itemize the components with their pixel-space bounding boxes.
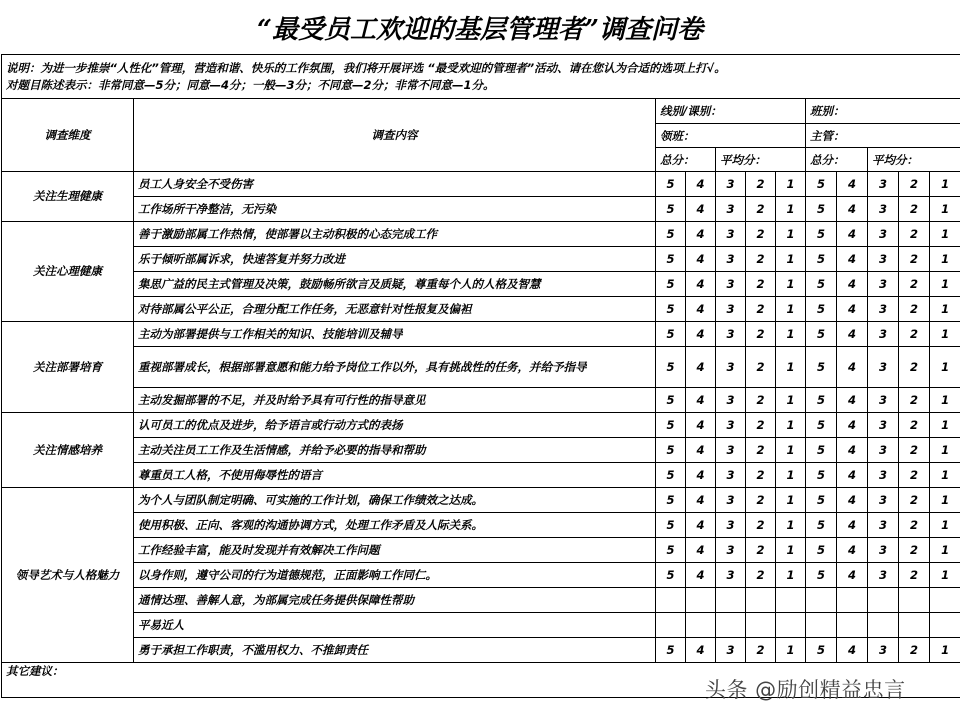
survey-row [2,513,960,538]
score-a-option-3[interactable]: 3 [716,247,746,272]
instruction-line-1: 说明：为进一步推崇“人性化”管理，营造和谐、快乐的工作氛围，我们将开展评选 “最受欢迎的管理者”活动、请在您认为合适的选项上打√。 [6,60,726,75]
score-a-option-1 [776,613,806,638]
score-a-option-5[interactable]: 5 [656,563,686,588]
score-a-option-1[interactable]: 1 [776,438,806,463]
score-a-option-5[interactable]: 5 [656,463,686,488]
score-b-option-1[interactable]: 1 [930,488,960,513]
score-b-option-1[interactable]: 1 [930,413,960,438]
score-a-option-2[interactable]: 2 [746,413,776,438]
watermark: 头条 @励创精益忠言 [705,678,906,702]
score-a-option-3[interactable]: 3 [716,222,746,247]
score-a-option-4[interactable]: 4 [686,197,716,222]
score-a-option-5[interactable]: 5 [656,197,686,222]
instructions [2,55,960,99]
score-a-option-2[interactable]: 2 [746,297,776,322]
survey-row [2,413,960,438]
item-text: 尊重员工人格，不使用侮辱性的语言 [134,463,656,488]
score-b-option-4[interactable]: 4 [837,197,868,222]
header-total-a: 总分： [656,148,716,172]
survey-row [2,247,960,272]
score-b-option-3[interactable]: 3 [868,463,899,488]
score-b-option-1 [930,613,960,638]
score-b-option-5[interactable]: 5 [806,197,837,222]
header-dimension: 调查维度 [2,99,134,172]
score-b-option-5[interactable]: 5 [806,488,837,513]
item-text: 主动为部署提供与工作相关的知识、技能培训及辅导 [134,322,656,347]
survey-row [2,563,960,588]
score-a-option-4[interactable]: 4 [686,222,716,247]
score-b-option-5[interactable]: 5 [806,538,837,563]
score-a-option-2[interactable]: 2 [746,347,776,388]
survey-row [2,613,960,638]
score-a-option-1 [776,588,806,613]
score-b-option-3[interactable]: 3 [868,347,899,388]
score-b-option-4[interactable]: 4 [837,463,868,488]
score-a-option-4[interactable]: 4 [686,272,716,297]
score-a-option-4[interactable]: 4 [686,322,716,347]
header-supervisor: 主管： [806,124,960,148]
score-a-option-5[interactable]: 5 [656,347,686,388]
score-b-option-5[interactable]: 5 [806,563,837,588]
score-a-option-1[interactable]: 1 [776,197,806,222]
header-line-class: 线别/课别： [656,99,806,124]
score-b-option-2[interactable]: 2 [899,513,930,538]
score-a-option-3[interactable]: 3 [716,388,746,413]
survey-row [2,222,960,247]
score-b-option-4[interactable]: 4 [837,438,868,463]
score-a-option-4[interactable]: 4 [686,563,716,588]
score-a-option-1[interactable]: 1 [776,247,806,272]
score-a-option-1[interactable]: 1 [776,413,806,438]
header-avg-b: 平均分： [868,148,960,172]
survey-row [2,347,960,388]
score-a-option-1[interactable]: 1 [776,272,806,297]
score-a-option-3[interactable]: 3 [716,413,746,438]
score-a-option-5[interactable]: 5 [656,538,686,563]
score-a-option-2[interactable]: 2 [746,322,776,347]
score-a-option-4[interactable]: 4 [686,347,716,388]
score-a-option-2[interactable]: 2 [746,172,776,197]
score-b-option-4[interactable]: 4 [837,347,868,388]
score-b-option-3[interactable]: 3 [868,513,899,538]
score-b-option-5[interactable]: 5 [806,513,837,538]
score-b-option-5[interactable]: 5 [806,172,837,197]
score-b-option-3[interactable]: 3 [868,247,899,272]
survey-row [2,538,960,563]
score-a-option-4[interactable]: 4 [686,388,716,413]
score-a-option-3[interactable]: 3 [716,172,746,197]
score-a-option-3[interactable]: 3 [716,347,746,388]
score-b-option-1 [930,588,960,613]
score-a-option-5[interactable]: 5 [656,322,686,347]
score-b-option-2[interactable]: 2 [899,297,930,322]
score-b-option-5[interactable]: 5 [806,438,837,463]
score-a-option-5[interactable]: 5 [656,222,686,247]
score-a-option-4[interactable]: 4 [686,463,716,488]
score-b-option-5[interactable]: 5 [806,388,837,413]
score-b-option-2[interactable]: 2 [899,322,930,347]
score-b-option-5[interactable]: 5 [806,222,837,247]
item-text: 员工人身安全不受伤害 [134,172,656,197]
score-b-option-4[interactable]: 4 [837,322,868,347]
score-a-option-5[interactable]: 5 [656,488,686,513]
score-b-option-1[interactable]: 1 [930,272,960,297]
score-b-option-3[interactable]: 3 [868,197,899,222]
score-b-option-3[interactable]: 3 [868,488,899,513]
item-text: 集思广益的民主式管理及决策，鼓励畅所欲言及质疑，尊重每个人的人格及智慧 [134,272,656,297]
score-a-option-4[interactable]: 4 [686,513,716,538]
score-b-option-3[interactable]: 3 [868,413,899,438]
score-a-option-3[interactable]: 3 [716,488,746,513]
score-b-option-4[interactable]: 4 [837,513,868,538]
item-text: 工作场所干净整洁，无污染 [134,197,656,222]
score-b-option-5[interactable]: 5 [806,247,837,272]
score-a-option-2[interactable]: 2 [746,488,776,513]
score-b-option-2[interactable]: 2 [899,638,930,663]
score-b-option-4[interactable]: 4 [837,488,868,513]
item-text: 主动关注员工工作及生活情感，并给予必要的指导和帮助 [134,438,656,463]
survey-row [2,197,960,222]
score-a-option-5[interactable]: 5 [656,388,686,413]
score-b-option-1[interactable]: 1 [930,172,960,197]
score-b-option-4 [837,588,868,613]
score-b-option-5[interactable]: 5 [806,272,837,297]
score-b-option-1[interactable]: 1 [930,247,960,272]
score-b-option-2[interactable]: 2 [899,222,930,247]
score-b-option-4[interactable]: 4 [837,172,868,197]
score-b-option-2[interactable]: 2 [899,247,930,272]
score-a-option-2[interactable]: 2 [746,513,776,538]
score-b-option-5 [806,588,837,613]
score-a-option-3[interactable]: 3 [716,438,746,463]
score-b-option-3[interactable]: 3 [868,388,899,413]
score-a-option-2[interactable]: 2 [746,197,776,222]
score-a-option-4[interactable]: 4 [686,247,716,272]
score-a-option-4[interactable]: 4 [686,538,716,563]
header-total-b: 总分： [806,148,868,172]
score-a-option-3[interactable]: 3 [716,297,746,322]
score-b-option-2[interactable]: 2 [899,272,930,297]
score-a-option-3[interactable]: 3 [716,322,746,347]
score-b-option-3 [868,613,899,638]
score-a-option-5[interactable]: 5 [656,438,686,463]
score-a-option-3[interactable]: 3 [716,563,746,588]
score-a-option-4 [686,588,716,613]
score-b-option-4[interactable]: 4 [837,638,868,663]
score-a-option-1[interactable]: 1 [776,322,806,347]
header-shift: 班别： [806,99,960,124]
score-a-option-1[interactable]: 1 [776,297,806,322]
score-b-option-1[interactable]: 1 [930,638,960,663]
item-text: 工作经验丰富，能及时发现并有效解决工作问题 [134,538,656,563]
score-a-option-5[interactable]: 5 [656,272,686,297]
score-a-option-5 [656,613,686,638]
score-b-option-5 [806,613,837,638]
score-b-option-4[interactable]: 4 [837,247,868,272]
score-a-option-1[interactable]: 1 [776,347,806,388]
score-b-option-4 [837,613,868,638]
score-b-option-2[interactable]: 2 [899,438,930,463]
score-b-option-1[interactable]: 1 [930,322,960,347]
score-a-option-3[interactable]: 3 [716,513,746,538]
score-b-option-2[interactable]: 2 [899,463,930,488]
item-text: 使用积极、正向、客观的沟通协调方式，处理工作矛盾及人际关系。 [134,513,656,538]
score-a-option-5[interactable]: 5 [656,172,686,197]
score-a-option-5[interactable]: 5 [656,513,686,538]
score-b-option-3[interactable]: 3 [868,272,899,297]
survey-row [2,488,960,513]
dimension-cell: 关注心理健康 [2,222,134,322]
score-b-option-4[interactable]: 4 [837,272,868,297]
score-b-option-3[interactable]: 3 [868,172,899,197]
item-text: 以身作则，遵守公司的行为道德规范，正面影响工作同仁。 [134,563,656,588]
score-b-option-3 [868,588,899,613]
dimension-cell: 关注部署培育 [2,322,134,413]
score-a-option-1[interactable]: 1 [776,388,806,413]
score-b-option-5[interactable]: 5 [806,297,837,322]
score-a-option-3[interactable]: 3 [716,272,746,297]
score-a-option-4[interactable]: 4 [686,438,716,463]
score-b-option-2[interactable]: 2 [899,197,930,222]
score-b-option-1[interactable]: 1 [930,463,960,488]
score-b-option-2[interactable]: 2 [899,538,930,563]
score-a-option-4[interactable]: 4 [686,638,716,663]
score-a-option-2[interactable]: 2 [746,638,776,663]
survey-row [2,638,960,663]
score-b-option-5[interactable]: 5 [806,463,837,488]
survey-row [2,297,960,322]
score-b-option-1[interactable]: 1 [930,222,960,247]
score-a-option-2[interactable]: 2 [746,247,776,272]
score-b-option-5[interactable]: 5 [806,347,837,388]
score-a-option-4[interactable]: 4 [686,488,716,513]
score-a-option-1[interactable]: 1 [776,538,806,563]
item-text: 重视部署成长，根据部署意愿和能力给予岗位工作以外，具有挑战性的任务，并给予指导 [134,347,656,388]
score-b-option-2[interactable]: 2 [899,488,930,513]
score-a-option-1[interactable]: 1 [776,563,806,588]
score-a-option-2[interactable]: 2 [746,438,776,463]
score-b-option-3[interactable]: 3 [868,638,899,663]
dimension-cell: 领导艺术与人格魅力 [2,488,134,663]
score-a-option-3 [716,613,746,638]
item-text: 通情达理、善解人意，为部属完成任务提供保障性帮助 [134,588,656,613]
item-text: 善于激励部属工作热情，使部署以主动积极的心态完成工作 [134,222,656,247]
score-b-option-1[interactable]: 1 [930,513,960,538]
score-a-option-3[interactable]: 3 [716,197,746,222]
item-text: 主动发掘部署的不足，并及时给予具有可行性的指导意见 [134,388,656,413]
score-a-option-4[interactable]: 4 [686,413,716,438]
other-suggestions[interactable]: 其它建议： [2,663,960,698]
score-b-option-4[interactable]: 4 [837,538,868,563]
score-b-option-4[interactable]: 4 [837,563,868,588]
score-b-option-1[interactable]: 1 [930,297,960,322]
score-b-option-3[interactable]: 3 [868,438,899,463]
score-b-option-4[interactable]: 4 [837,388,868,413]
score-b-option-4[interactable]: 4 [837,297,868,322]
score-a-option-5[interactable]: 5 [656,413,686,438]
score-a-option-3[interactable]: 3 [716,638,746,663]
score-a-option-1[interactable]: 1 [776,222,806,247]
header-content: 调查内容 [134,99,656,172]
score-b-option-2[interactable]: 2 [899,388,930,413]
item-text: 认可员工的优点及进步，给予语言或行动方式的表扬 [134,413,656,438]
survey-row [2,438,960,463]
score-b-option-3[interactable]: 3 [868,297,899,322]
instruction-line-2: 对题目陈述表示：非常同意—5分；同意—4分；一般—3分；不同意—2分；非常不同意—1分。 [6,77,495,92]
header-avg-a: 平均分： [716,148,806,172]
score-a-option-2 [746,613,776,638]
score-b-option-1[interactable]: 1 [930,347,960,388]
score-a-option-5 [656,588,686,613]
score-b-option-1[interactable]: 1 [930,563,960,588]
score-a-option-1[interactable]: 1 [776,172,806,197]
score-b-option-4[interactable]: 4 [837,413,868,438]
header-team-leader: 领班： [656,124,806,148]
score-b-option-1[interactable]: 1 [930,388,960,413]
score-a-option-3 [716,588,746,613]
score-a-option-5[interactable]: 5 [656,297,686,322]
score-b-option-1[interactable]: 1 [930,438,960,463]
item-text: 对待部属公平公正，合理分配工作任务，无恶意针对性报复及偏袒 [134,297,656,322]
item-text: 勇于承担工作职责，不滥用权力、不推卸责任 [134,638,656,663]
survey-row [2,172,960,197]
score-a-option-1[interactable]: 1 [776,638,806,663]
score-b-option-5[interactable]: 5 [806,638,837,663]
score-a-option-5[interactable]: 5 [656,247,686,272]
score-a-option-2 [746,588,776,613]
score-b-option-4[interactable]: 4 [837,222,868,247]
score-a-option-2[interactable]: 2 [746,388,776,413]
score-b-option-2[interactable]: 2 [899,172,930,197]
score-b-option-5[interactable]: 5 [806,413,837,438]
score-a-option-2[interactable]: 2 [746,463,776,488]
score-b-option-1[interactable]: 1 [930,538,960,563]
survey-table [1,54,960,698]
item-text: 乐于倾听部属诉求，快速答复并努力改进 [134,247,656,272]
score-a-option-1[interactable]: 1 [776,488,806,513]
score-b-option-3[interactable]: 3 [868,538,899,563]
item-text: 为个人与团队制定明确、可实施的工作计划，确保工作绩效之达成。 [134,488,656,513]
score-b-option-2[interactable]: 2 [899,563,930,588]
score-b-option-2 [899,588,930,613]
score-a-option-2[interactable]: 2 [746,538,776,563]
score-b-option-1[interactable]: 1 [930,197,960,222]
score-b-option-3[interactable]: 3 [868,563,899,588]
score-b-option-2[interactable]: 2 [899,413,930,438]
score-b-option-2[interactable]: 2 [899,347,930,388]
survey-title: “最受员工欢迎的基层管理者”调查问卷 [257,15,703,45]
score-a-option-3[interactable]: 3 [716,463,746,488]
score-a-option-2[interactable]: 2 [746,563,776,588]
survey-row [2,272,960,297]
score-a-option-2[interactable]: 2 [746,222,776,247]
score-b-option-5[interactable]: 5 [806,322,837,347]
item-text: 平易近人 [134,613,656,638]
score-a-option-3[interactable]: 3 [716,538,746,563]
survey-row [2,463,960,488]
score-a-option-5[interactable]: 5 [656,638,686,663]
score-b-option-2 [899,613,930,638]
score-a-option-4[interactable]: 4 [686,172,716,197]
score-a-option-1[interactable]: 1 [776,463,806,488]
score-a-option-1[interactable]: 1 [776,513,806,538]
score-a-option-4 [686,613,716,638]
score-b-option-3[interactable]: 3 [868,322,899,347]
score-b-option-3[interactable]: 3 [868,222,899,247]
survey-row [2,388,960,413]
score-a-option-4[interactable]: 4 [686,297,716,322]
dimension-cell: 关注情感培养 [2,413,134,488]
dimension-cell: 关注生理健康 [2,172,134,222]
score-a-option-2[interactable]: 2 [746,272,776,297]
survey-row [2,322,960,347]
survey-row [2,588,960,613]
